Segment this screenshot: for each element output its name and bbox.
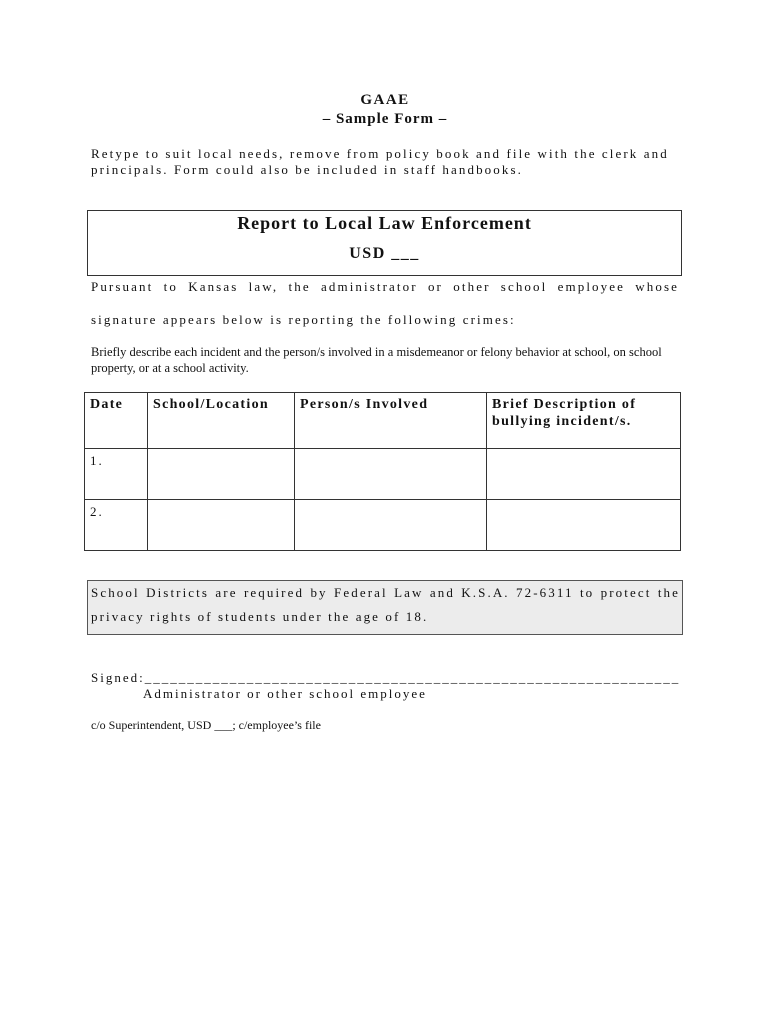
describe-instructions: Briefly describe each incident and the person/s involved in a misdemeanor or felony behavior at school, on school property, or at a school activity.: [91, 345, 662, 375]
table-header-row: [85, 393, 681, 449]
signature-line[interactable]: Signed:_______________________________________________________________: [91, 670, 681, 685]
incident-table: [84, 392, 681, 551]
form-subtitle: – Sample Form –: [322, 111, 448, 127]
header-date: Date: [85, 393, 148, 449]
row-1-description[interactable]: [487, 449, 681, 500]
row-1-persons[interactable]: [295, 449, 487, 500]
signer-caption: Administrator or other school employee: [143, 686, 427, 701]
form-code: GAAE: [360, 92, 410, 108]
row-2-location[interactable]: [148, 500, 295, 551]
privacy-notice-line-2: privacy rights of students under the age of 18.: [91, 609, 429, 624]
privacy-notice-line-1: School Districts are required by Federal Law and K.S.A. 72-6311 to protect the: [91, 585, 680, 600]
row-1-location[interactable]: [148, 449, 295, 500]
row-2-date[interactable]: 2.: [85, 500, 148, 551]
row-2-description[interactable]: [487, 500, 681, 551]
pursuant-line-2: signature appears below is reporting the following crimes:: [91, 312, 516, 327]
header-school-location: School/Location: [148, 393, 295, 449]
report-title: Report to Local Law Enforcement: [237, 213, 532, 233]
header-persons-involved: Person/s Involved: [295, 393, 487, 449]
table-row: [85, 449, 681, 500]
table-row: [85, 500, 681, 551]
row-2-persons[interactable]: [295, 500, 487, 551]
pursuant-line-1: Pursuant to Kansas law, the administrator or other school employee whose: [91, 279, 679, 294]
row-1-date[interactable]: 1.: [85, 449, 148, 500]
header-description: Brief Description of bullying incident/s.: [487, 393, 681, 449]
report-usd: USD ___: [349, 245, 420, 262]
copy-distribution: c/o Superintendent, USD ___; c/employee’s file: [91, 718, 321, 732]
instructions-text: Retype to suit local needs, remove from policy book and file with the clerk and principals. Form could also be included in staff handbooks.: [91, 146, 669, 177]
